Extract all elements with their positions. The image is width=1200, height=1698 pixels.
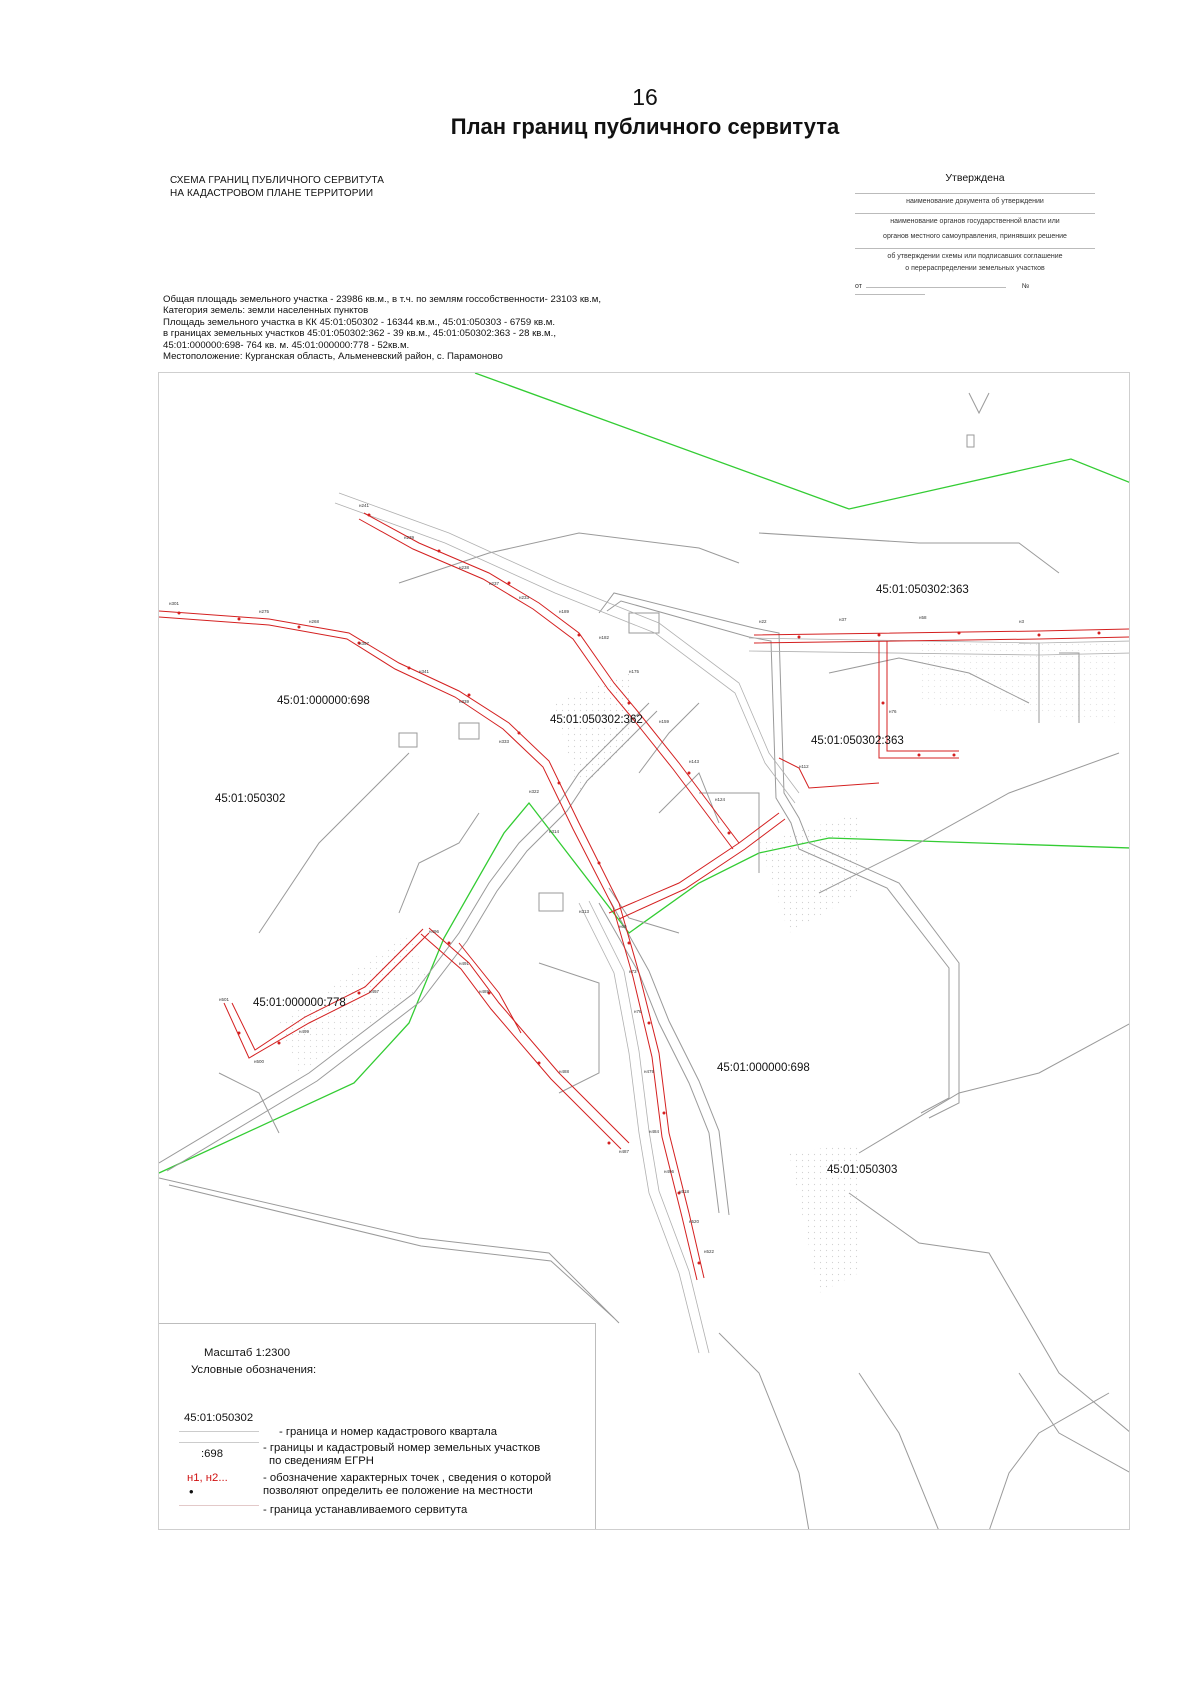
cadastral-map [158,372,1130,1530]
svg-text:н479: н479 [644,1069,654,1074]
svg-text:н497: н497 [369,989,379,994]
svg-text:н22: н22 [759,619,767,624]
map-scale: Масштаб 1:2300 [204,1347,291,1359]
svg-text:н484: н484 [649,1129,659,1134]
quarter-label: 45:01:000000:778 [253,997,346,1009]
approval-date-from: от [855,283,862,290]
svg-text:н275: н275 [259,609,269,614]
dotted-area [554,673,629,793]
svg-text:н189: н189 [559,609,569,614]
svg-text:н76: н76 [634,1009,642,1014]
approval-caption-1: наименование документа об утверждении [906,198,1044,205]
svg-text:н357: н357 [359,641,369,646]
info-area-by-parcels-2: 45:01:000000:698- 764 кв. м. 45:01:000000:778 - 52кв.м. [163,339,410,351]
approval-line [855,192,1095,194]
svg-text:н182: н182 [599,635,609,640]
svg-text:н159: н159 [659,719,669,724]
legend-points-sample: н1, н2... [187,1472,228,1484]
legend-points-dot: • [189,1484,194,1499]
svg-text:н238: н238 [459,565,469,570]
legend-parcel-line [179,1442,259,1443]
svg-text:н496: н496 [429,929,439,934]
quarter-label: 45:01:050302 [215,793,286,805]
legend-title: Условные обозначения: [191,1364,317,1376]
svg-text:н313: н313 [579,909,589,914]
svg-text:н491: н491 [459,961,469,966]
svg-text:н501: н501 [219,997,229,1002]
approval-caption-2: наименование органов государственной власти или [890,218,1060,225]
approval-caption-4: об утверждении схемы или подписавших соглашение [887,253,1063,260]
info-total-area: Общая площадь земельного участка - 23986 кв.м., в т.ч. по землям госсобственности- 23103 кв.м, [163,294,602,305]
svg-text:н488: н488 [559,1069,569,1074]
svg-text:н341: н341 [419,669,429,674]
svg-text:н112: н112 [799,764,809,769]
svg-text:н487: н487 [619,1149,629,1154]
quarter-label: 45:01:000000:698 [277,695,370,707]
svg-text:н339: н339 [459,699,469,704]
approval-block [855,172,1095,297]
approval-number-sign: № [1021,283,1030,290]
date-blank [866,287,1006,288]
legend-parcel-sample: :698 [201,1448,223,1460]
quarter-boundary [475,373,1130,509]
quarter-label: 45:01:050302:363 [876,584,969,596]
approval-caption-3: органов местного самоуправления, принявших решение [883,233,1067,240]
svg-text:н489: н489 [479,989,489,994]
quarter-label: 45:01:050303 [827,1164,898,1176]
quarter-label: 45:01:050302:362 [550,714,643,726]
legend-quarter-desc: - граница и номер кадастрового квартала [279,1426,497,1438]
svg-text:н500: н500 [254,1059,264,1064]
info-land-category: Категория земель: земли населенных пунктов [163,305,369,317]
svg-text:н69: н69 [619,924,627,929]
approval-caption-5: о перераспределении земельных участков [905,265,1045,272]
characteristic-points [178,514,1101,1265]
legend-quarter-sample: 45:01:050302 [184,1412,254,1424]
document-title: План границ публичного сервитута [450,114,840,139]
svg-text:н239: н239 [404,535,414,540]
svg-text:н268: н268 [309,619,319,624]
info-area-by-parcels: в границах земельных участков 45:01:050302:362 - 39 кв.м., 45:01:050302:363 - 28 кв.м., [163,328,556,340]
svg-text:н499: н499 [299,1029,309,1034]
svg-text:н76: н76 [889,709,897,714]
map-legend [159,1323,596,1530]
svg-text:н314: н314 [549,829,559,834]
legend-servitude-line [179,1505,259,1506]
legend-parcel-desc-2: по сведениям ЕГРН [269,1455,374,1467]
legend-parcel-desc-1: - границы и кадастровый номер земельных участков [263,1442,541,1454]
svg-text:н58: н58 [919,615,927,620]
info-area-by-quarter: Площадь земельного участка в КК 45:01:050302 - 16344 кв.м., 45:01:050303 - 6759 кв.м. [163,316,556,328]
page-number: 16 [632,84,658,110]
svg-text:н233: н233 [519,595,529,600]
approval-heading: Утверждена [945,172,1005,184]
schema-title [170,174,384,200]
svg-text:н124: н124 [715,797,725,802]
svg-text:н237: н237 [489,581,499,586]
approval-line [855,212,1095,214]
number-blank [855,294,925,295]
svg-text:н322: н322 [529,789,539,794]
point-number-labels [169,503,1024,1254]
schema-title-line1: СХЕМА ГРАНИЦ ПУБЛИЧНОГО СЕРВИТУТА [170,175,385,186]
parcel-info [163,294,601,362]
dotted-area [759,813,859,933]
svg-text:н496: н496 [664,1169,674,1174]
road-edges [335,493,1130,1353]
svg-text:н73: н73 [629,969,637,974]
quarter-label: 45:01:050302:363 [811,735,904,747]
legend-points-desc-1: - обозначение характерных точек , сведения о которой [263,1472,552,1484]
svg-text:н175: н175 [629,669,639,674]
svg-text:н37: н37 [839,617,847,622]
svg-text:н3: н3 [1019,619,1024,624]
svg-text:н522: н522 [704,1249,714,1254]
approval-date-line [855,283,1095,297]
info-location: Местоположение: Курганская область, Альменевский район, с. Парамоново [163,351,503,363]
approval-line [855,247,1095,249]
svg-text:н520: н520 [689,1219,699,1224]
svg-text:н333: н333 [499,739,509,744]
legend-servitude-desc: - граница устанавливаемого сервитута [263,1504,468,1516]
schema-title-line2: НА КАДАСТРОВОМ ПЛАНЕ ТЕРРИТОРИИ [170,188,374,199]
svg-text:н143: н143 [689,759,699,764]
svg-text:н241: н241 [359,503,369,508]
legend-quarter-line [179,1431,259,1432]
svg-text:н518: н518 [679,1189,689,1194]
legend-points-desc-2: позволяют определить ее положение на местности [263,1485,533,1497]
quarter-label: 45:01:000000:698 [717,1062,810,1074]
svg-text:н301: н301 [169,601,179,606]
